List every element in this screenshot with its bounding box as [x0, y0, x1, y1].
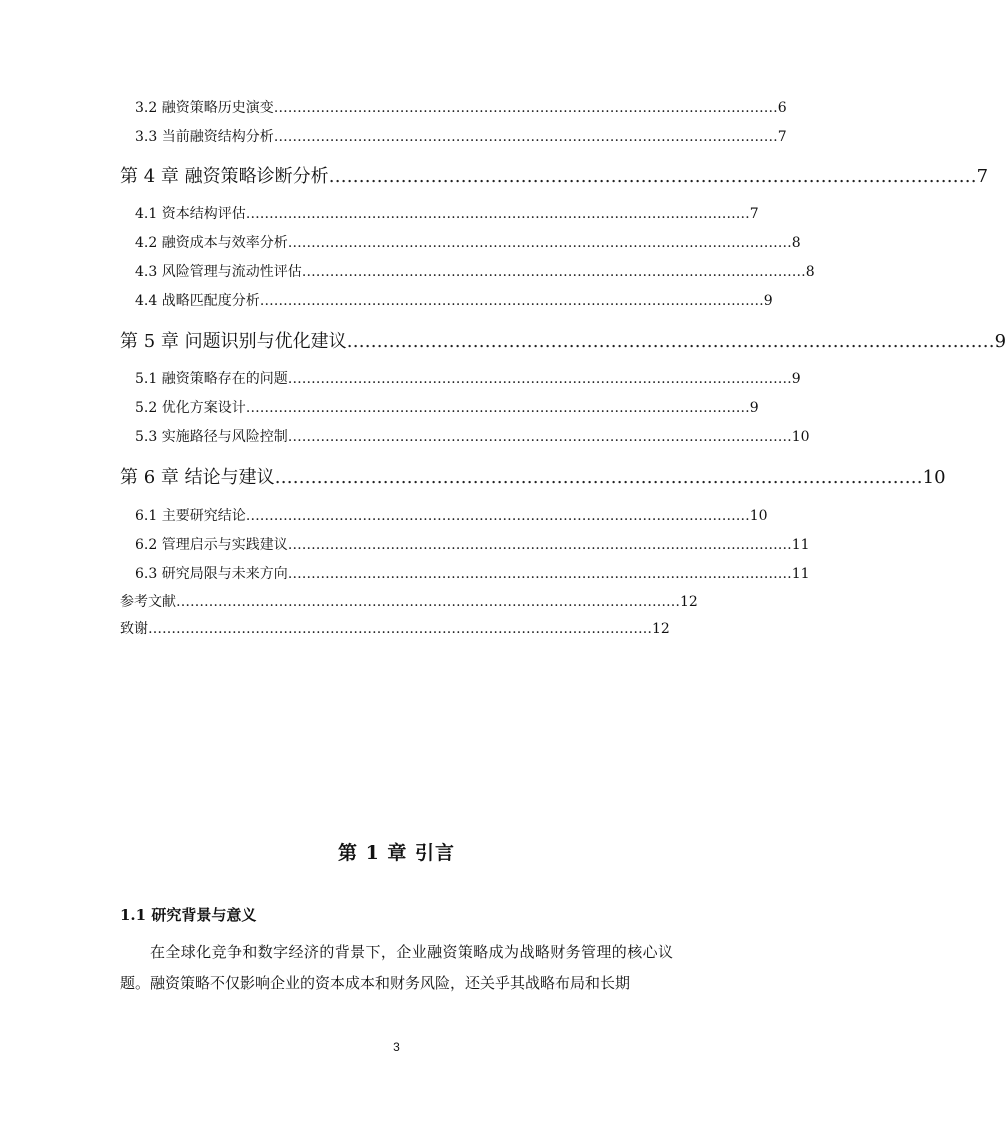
toc-entry-page: 9: [994, 331, 1006, 352]
toc-entry-label: 5.3 实施路径与风险控制: [135, 429, 288, 445]
toc-entry[interactable]: [135, 203, 759, 223]
toc-entry[interactable]: [135, 97, 787, 117]
toc-entry[interactable]: [135, 232, 801, 252]
toc-leader-dots: ………………………………………………………………………………………………: [287, 235, 792, 251]
toc-entry-label: 第 4 章 融资策略诊断分析: [120, 166, 329, 187]
toc-entry-label: 4.4 战略匹配度分析: [135, 293, 260, 309]
toc-entry[interactable]: [135, 368, 801, 388]
toc-leader-dots: ………………………………………………………………………………………………: [301, 264, 806, 280]
toc-leader-dots: ………………………………………………………………………………………………: [274, 467, 923, 488]
toc-leader-dots: ………………………………………………………………………………………………: [245, 400, 750, 416]
toc-leader-dots: ………………………………………………………………………………………………: [287, 429, 792, 445]
toc-entry-page: 7: [976, 166, 989, 187]
toc-leader-dots: ………………………………………………………………………………………………: [273, 100, 778, 116]
toc-entry-label: 6.2 管理启示与实践建议: [135, 537, 288, 553]
toc-leader-dots: ………………………………………………………………………………………………: [287, 537, 792, 553]
toc-entry-label: 6.1 主要研究结论: [135, 508, 246, 524]
toc-entry-page: 8: [791, 235, 801, 251]
toc-entry[interactable]: [120, 618, 670, 638]
page-number: 3: [393, 1040, 400, 1054]
toc-entry-label: 参考文献: [120, 594, 176, 610]
toc-entry-label: 致谢: [120, 621, 148, 637]
toc-entry-page: 7: [777, 129, 787, 145]
toc-entry-label: 3.2 融资策略历史演变: [135, 100, 274, 116]
toc-entry[interactable]: [135, 563, 810, 583]
toc-entry-page: 9: [749, 400, 759, 416]
body-paragraph: 在全球化竞争和数字经济的背景下，企业融资策略成为战略财务管理的核心议题。融资策略不仅影响企业的资本成本和财务风险，还关乎其战略布局和长期: [120, 943, 673, 992]
toc-entry-label: 4.1 资本结构评估: [135, 206, 246, 222]
toc-entry-page: 6: [777, 100, 787, 116]
toc-entry[interactable]: [135, 505, 768, 525]
toc-entry-label: 4.2 融资成本与效率分析: [135, 235, 288, 251]
toc-entry-page: 8: [805, 264, 815, 280]
toc-entry-label: 6.3 研究局限与未来方向: [135, 566, 288, 582]
toc-entry-label: 5.1 融资策略存在的问题: [135, 371, 288, 387]
toc-entry-page: 9: [763, 293, 773, 309]
chapter-title: 第 1 章 引言: [337, 842, 456, 864]
toc-entry[interactable]: [135, 426, 810, 446]
toc-leader-dots: ………………………………………………………………………………………………: [273, 129, 778, 145]
toc-entry[interactable]: [135, 534, 810, 554]
toc-entry[interactable]: [135, 126, 787, 146]
toc-chapter-entry[interactable]: [120, 327, 1006, 353]
toc-entry-page: 12: [680, 594, 698, 610]
toc-entry-page: 7: [749, 206, 759, 222]
toc-leader-dots: ………………………………………………………………………………………………: [259, 293, 764, 309]
toc-leader-dots: ………………………………………………………………………………………………: [245, 508, 750, 524]
toc-leader-dots: ………………………………………………………………………………………………: [287, 566, 792, 582]
toc-entry[interactable]: [135, 261, 815, 281]
toc-entry-label: 第 5 章 问题识别与优化建议: [120, 331, 347, 352]
toc-entry-page: 12: [652, 621, 670, 637]
toc-leader-dots: ………………………………………………………………………………………………: [245, 206, 750, 222]
toc-leader-dots: ………………………………………………………………………………………………: [287, 371, 792, 387]
toc-entry[interactable]: [135, 290, 773, 310]
toc-chapter-entry[interactable]: [120, 162, 989, 188]
toc-entry-label: 5.2 优化方案设计: [135, 400, 246, 416]
toc-entry-page: 10: [922, 467, 946, 488]
toc-chapter-entry[interactable]: [120, 463, 946, 489]
toc-leader-dots: ………………………………………………………………………………………………: [176, 594, 680, 610]
toc-leader-dots: ………………………………………………………………………………………………: [148, 621, 652, 637]
section-title: 1.1 研究背景与意义: [120, 906, 257, 924]
toc-entry-page: 10: [791, 429, 810, 445]
toc-entry[interactable]: [135, 397, 759, 417]
toc-entry-label: 3.3 当前融资结构分析: [135, 129, 274, 145]
toc-leader-dots: ………………………………………………………………………………………………: [346, 331, 995, 352]
toc-entry-page: 10: [749, 508, 768, 524]
toc-entry-label: 4.3 风险管理与流动性评估: [135, 264, 302, 280]
toc-entry-page: 11: [791, 537, 810, 553]
toc-entry-page: 11: [791, 566, 810, 582]
toc-entry[interactable]: [120, 591, 698, 611]
toc-leader-dots: ………………………………………………………………………………………………: [328, 166, 977, 187]
toc-entry-label: 第 6 章 结论与建议: [120, 467, 275, 488]
toc-entry-page: 9: [791, 371, 801, 387]
